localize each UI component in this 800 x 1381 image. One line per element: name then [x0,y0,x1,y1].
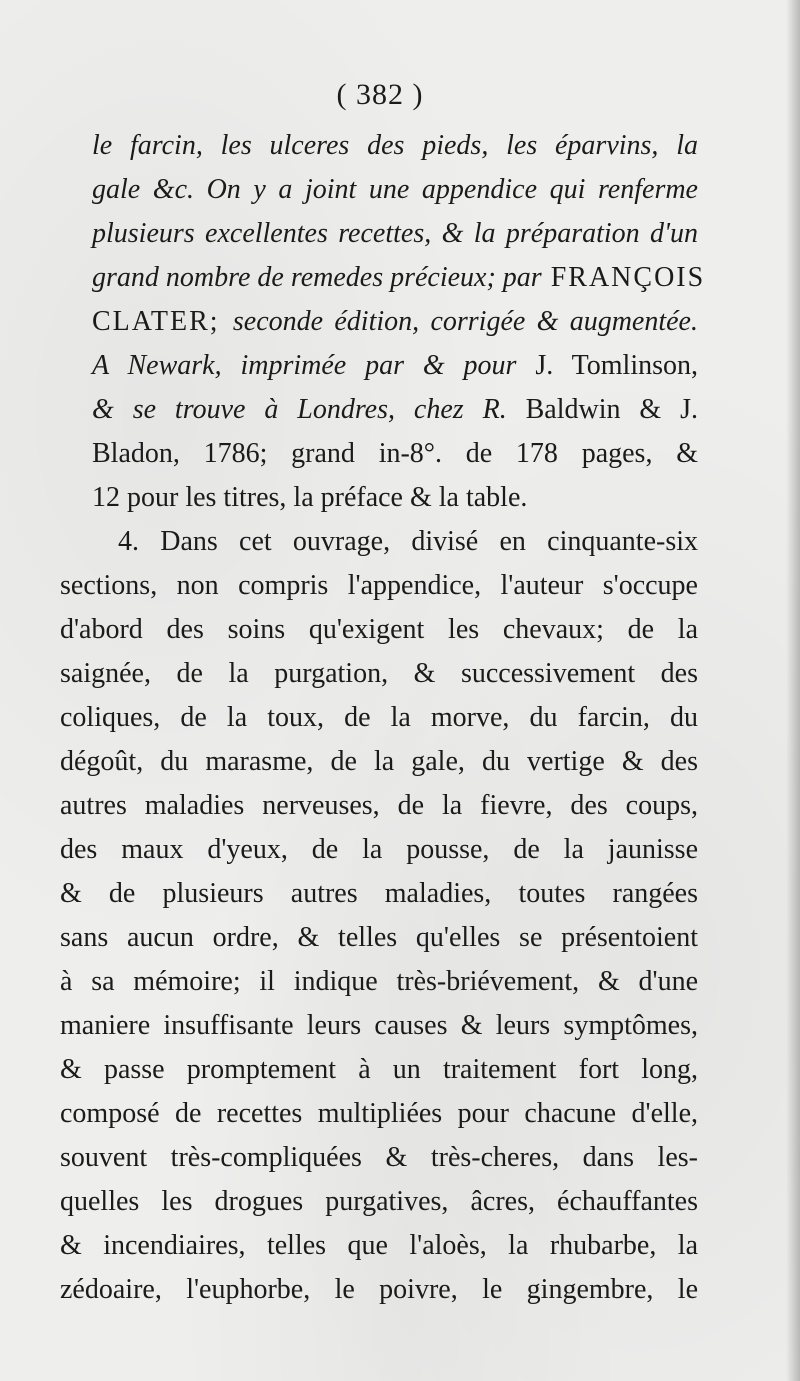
text-line [60,784,698,828]
italic-text-segment: A Newark, imprimée par & pour [92,350,536,381]
text-segment: Baldwin & J. [506,394,699,425]
italic-text-segment: R. [482,394,507,425]
text-line [60,1092,698,1136]
text-segment: souvent très-compliquées & très-cheres, dans les- [60,1142,698,1173]
text-line [92,124,698,168]
text-segment: 12 pour les titres, la préface & la table. [92,482,528,513]
text-line [60,1180,698,1224]
page-gutter-shadow [786,0,800,1381]
text-line [60,960,698,1004]
text-segment: FRANÇOIS [541,262,706,293]
text-line [92,168,698,212]
text-segment: J. Tomlinson, [535,350,699,381]
text-segment: des maux d'yeux, de la pousse, de la jaunisse [60,834,698,865]
text-line [92,212,698,256]
text-segment: saignée, de la purgation, & successivement des [60,658,698,689]
text-line [92,476,698,520]
text-line [92,388,698,432]
text-line [60,608,698,652]
text-segment: Bladon, 1786; grand in-8°. de 178 pages, & [92,438,698,469]
text-line [60,696,698,740]
text-segment: 4. Dans cet ouvrage, divisé en cinquante-six [118,526,698,557]
italic-text-segment: le farcin, les ulceres des pieds, les éparvins, la [92,130,698,161]
text-line [60,1136,698,1180]
text-segment: CLATER; [92,306,233,337]
text-line [60,872,698,916]
text-segment: autres maladies nerveuses, de la fievre, des coups, [60,790,698,821]
text-line [60,828,698,872]
text-segment: & passe promptement à un traitement fort long, [60,1054,698,1085]
text-segment: composé de recettes multipliées pour chacune d'elle, [60,1098,698,1129]
text-segment: sans aucun ordre, & telles qu'elles se présentoient [60,922,698,953]
text-segment: & incendiaires, telles que l'aloès, la rhubarbe, la [60,1230,698,1261]
text-line [60,1268,698,1312]
italic-text-segment: plusieurs excellentes recettes, & la préparation d'un [92,218,698,249]
italic-text-segment: & se trouve à Londres, chez [92,394,483,425]
text-line [92,344,698,388]
text-segment: zédoaire, l'euphorbe, le poivre, le gingembre, le [60,1274,698,1305]
text-line [118,520,698,564]
text-segment: coliques, de la toux, de la morve, du farcin, du [60,702,698,733]
italic-text-segment: seconde édition, corrigée & augmentée. [232,306,698,337]
text-segment: à sa mémoire; il indique très-briévement, & d'une [60,966,698,997]
text-line [60,1048,698,1092]
text-segment: & de plusieurs autres maladies, toutes rangées [60,878,698,909]
text-line [60,1224,698,1268]
text-line [92,256,706,300]
text-line [60,652,698,696]
italic-text-segment: grand nombre de remedes précieux; par [92,262,542,293]
text-line [60,740,698,784]
text-segment: maniere insuffisante leurs causes & leurs symptômes, [60,1010,698,1041]
text-line [92,300,698,344]
text-line [60,564,698,608]
text-line [60,916,698,960]
text-line [92,432,698,476]
italic-text-segment: gale &c. On y a joint une appendice qui renferme [92,174,698,205]
text-segment: dégoût, du marasme, de la gale, du vertige & des [60,746,698,777]
text-segment: d'abord des soins qu'exigent les chevaux; de la [60,614,698,645]
text-line [60,1004,698,1048]
page-number: ( 382 ) [336,78,424,111]
text-segment: quelles les drogues purgatives, âcres, échauffantes [60,1186,698,1217]
text-segment: sections, non compris l'appendice, l'auteur s'occupe [60,570,698,601]
